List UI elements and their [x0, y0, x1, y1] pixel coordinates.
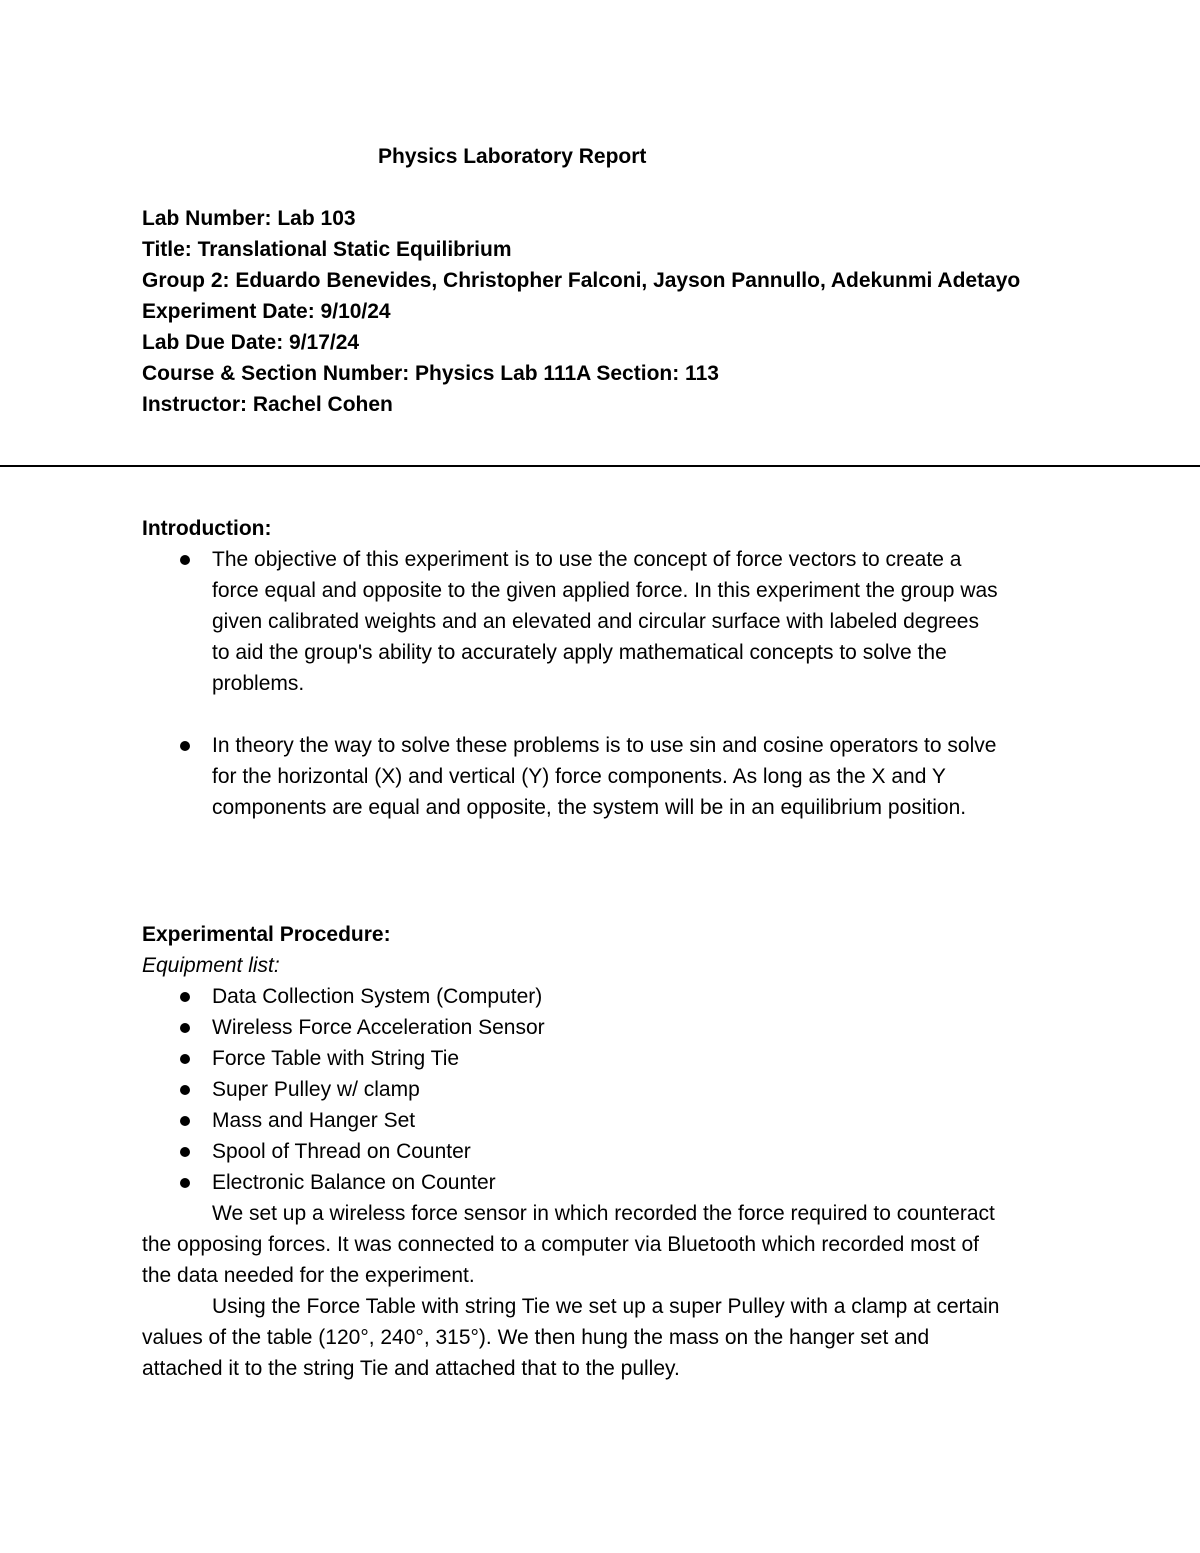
equipment-list-label: Equipment list: [142, 954, 280, 977]
list-item [142, 981, 1022, 1012]
lab-title: Title: Translational Static Equilibrium [142, 238, 512, 261]
list-item-text: Spool of Thread on Counter [212, 1140, 471, 1163]
list-item [142, 1136, 1022, 1167]
group-members: Group 2: Eduardo Benevides, Christopher Falconi, Jayson Pannullo, Adekunmi Adetayo [142, 269, 1021, 292]
bullet-icon [180, 1023, 190, 1033]
list-item-text: Mass and Hanger Set [212, 1109, 416, 1132]
list-item-text: The objective of this experiment is to use the concept of force vectors to create a force equal and opposite to the given applied force. In this experiment the group was given calibrated weights and an elevated and circular surface with labeled degrees to aid the group's ability to accurately apply mathematical concepts to solve the problems. [212, 548, 998, 695]
list-item-text: Electronic Balance on Counter [212, 1171, 496, 1194]
procedure-paragraph: Using the Force Table with string Tie we set up a super Pulley with a clamp at certain values of the table (120°, 240°, 315°). We then hung the mass on the hanger set and attached it to the string Tie and attached that to the pulley. [142, 1295, 1000, 1380]
bullet-icon [180, 1085, 190, 1095]
bullet-icon [180, 1147, 190, 1157]
due-date: Lab Due Date: 9/17/24 [142, 331, 360, 354]
bullet-icon [180, 1178, 190, 1188]
bullet-icon [180, 741, 190, 751]
list-item-text: Super Pulley w/ clamp [212, 1078, 420, 1101]
procedure-paragraph: We set up a wireless force sensor in which recorded the force required to counteract the opposing forces. It was connected to a computer via Bluetooth which recorded most of the data needed for the experiment. [142, 1202, 995, 1287]
course-section: Course & Section Number: Physics Lab 111A Section: 113 [142, 362, 719, 385]
bullet-icon [180, 1054, 190, 1064]
list-item-text: Data Collection System (Computer) [212, 985, 543, 1008]
introduction-heading: Introduction: [142, 517, 272, 540]
introduction-list [142, 544, 1022, 823]
experiment-date: Experiment Date: 9/10/24 [142, 300, 391, 323]
report-header [142, 203, 1042, 420]
document-title: Physics Laboratory Report [378, 145, 647, 168]
list-item-text: In theory the way to solve these problems is to use sin and cosine operators to solve for the horizontal (X) and vertical (Y) force components. As long as the X and Y components are equal and opposite, the system will be in an equilibrium position. [212, 734, 997, 819]
list-item-text: Wireless Force Acceleration Sensor [212, 1016, 545, 1039]
lab-number: Lab Number: Lab 103 [142, 207, 356, 230]
list-item [142, 1105, 1022, 1136]
bullet-icon [180, 1116, 190, 1126]
bullet-icon [180, 992, 190, 1002]
procedure-heading: Experimental Procedure: [142, 923, 391, 946]
list-item [142, 1167, 1022, 1198]
list-item-text: Force Table with String Tie [212, 1047, 460, 1070]
procedure-section [142, 919, 1022, 1384]
list-item [142, 1074, 1022, 1105]
list-item [142, 544, 1002, 699]
instructor: Instructor: Rachel Cohen [142, 393, 393, 416]
list-item [142, 1012, 1022, 1043]
equipment-list [142, 981, 1022, 1198]
horizontal-divider [0, 465, 1200, 467]
list-item [142, 730, 1002, 823]
bullet-icon [180, 555, 190, 565]
introduction-section [142, 513, 1022, 823]
list-item [142, 1043, 1022, 1074]
